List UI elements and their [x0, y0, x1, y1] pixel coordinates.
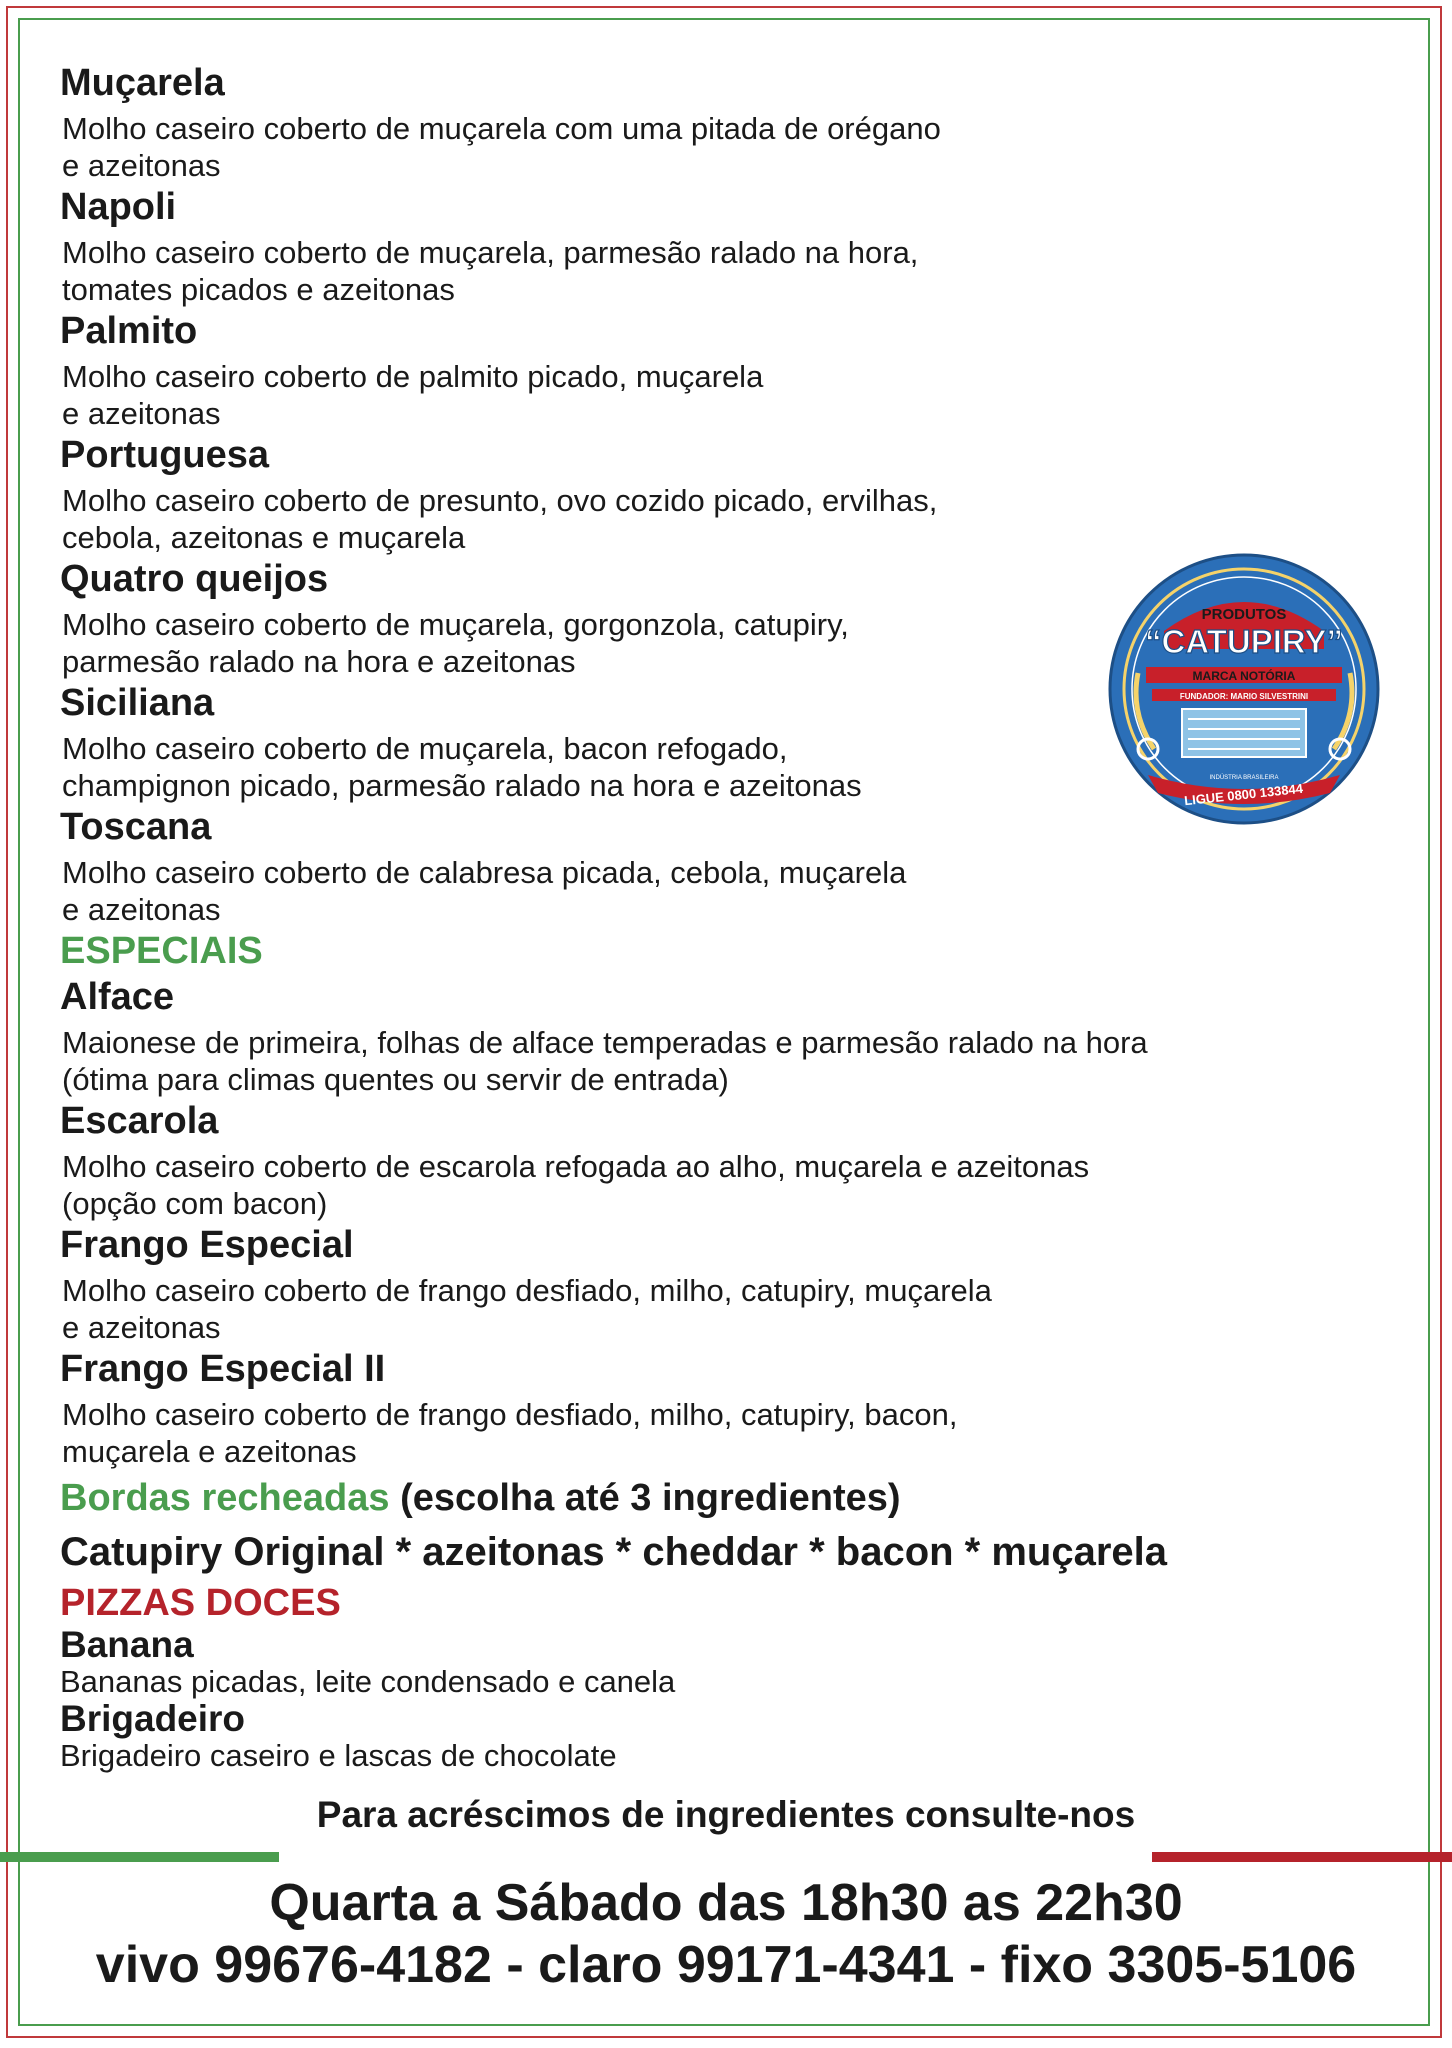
section-title-especiais: ESPECIAIS: [60, 930, 263, 972]
green-accent-bar: [0, 1852, 279, 1862]
menu-item-escarola: [60, 1098, 1400, 1222]
phone-numbers: vivo 99676-4182 - claro 99171-4341 - fixo 3305-5106: [95, 1936, 1357, 1994]
menu-item-desc: Molho caseiro coberto de palmito picado, muçarela e azeitonas: [62, 359, 764, 431]
menu-item-desc: Maionese de primeira, folhas de alface temperadas e parmesão ralado na hora (ótima para climas quentes ou servir de entrada): [62, 1025, 1148, 1097]
menu-item-portuguesa: [60, 432, 1400, 556]
section-title-bordas: Bordas recheadas: [60, 1477, 390, 1519]
menu-item-name: Alface: [60, 976, 175, 1018]
menu-content: [60, 60, 1400, 1774]
menu-item-alface: [60, 974, 1400, 1098]
menu-item-desc: Molho caseiro coberto de calabresa picada, cebola, muçarela e azeitonas: [62, 855, 907, 927]
menu-item-desc: Molho caseiro coberto de muçarela, bacon refogado, champignon picado, parmesão ralado na hora e azeitonas: [62, 731, 862, 803]
red-accent-bar: [1152, 1852, 1452, 1862]
menu-item-mucarela: [60, 60, 1400, 184]
menu-item-desc: Molho caseiro coberto de presunto, ovo cozido picado, ervilhas, cebola, azeitonas e muçarela: [62, 483, 938, 555]
bordas-options: Catupiry Original * azeitonas * cheddar * bacon * muçarela: [60, 1530, 1168, 1574]
menu-item-desc: Molho caseiro coberto de escarola refogada ao alho, muçarela e azeitonas (opção com bacon): [62, 1149, 1090, 1221]
menu-item-palmito: [60, 308, 1400, 432]
pizzas-doces-list: [60, 1626, 1400, 1774]
menu-item-frango-especial: [60, 1222, 1400, 1346]
menu-item-name: Banana: [60, 1624, 194, 1665]
menu-item-name: Napoli: [60, 186, 177, 228]
logo-phone-text: LIGUE 0800 133844: [1183, 780, 1304, 809]
menu-item-brigadeiro: [60, 1700, 1400, 1774]
menu-item-name: Muçarela: [60, 62, 225, 104]
logo-brand-text: “CATUPIRY”: [1145, 623, 1343, 660]
menu-item-desc: Molho caseiro coberto de frango desfiado, milho, catupiry, bacon, muçarela e azeitonas: [62, 1397, 958, 1469]
logo-founder-text: FUNDADOR: MARIO SILVESTRINI: [1179, 692, 1309, 701]
menu-item-napoli: [60, 184, 1400, 308]
bordas-heading: [60, 1474, 1400, 1522]
menu-item-name: Frango Especial: [60, 1224, 354, 1266]
menu-item-name: Siciliana: [60, 682, 215, 724]
logo-industry-text: INDÚSTRIA BRASILEIRA: [1209, 775, 1279, 781]
menu-item-frango-especial-ii: [60, 1346, 1400, 1470]
bordas-subtitle: (escolha até 3 ingredientes): [400, 1477, 901, 1519]
menu-item-name: Palmito: [60, 310, 198, 352]
section-title-pizzas-doces: PIZZAS DOCES: [60, 1582, 341, 1624]
ingredients-note: Para acréscimos de ingredientes consulte-nos: [316, 1794, 1136, 1835]
catupiry-logo: [1108, 553, 1380, 825]
menu-item-desc: Molho caseiro coberto de muçarela, gorgonzola, catupiry, parmesão ralado na hora e azeitonas: [62, 607, 849, 679]
opening-hours: Quarta a Sábado das 18h30 as 22h30: [269, 1874, 1183, 1932]
menu-item-desc: Brigadeiro caseiro e lascas de chocolate: [60, 1738, 617, 1773]
menu-item-banana: [60, 1626, 1400, 1700]
menu-item-desc: Bananas picadas, leite condensado e canela: [60, 1664, 676, 1699]
menu-item-desc: Molho caseiro coberto de frango desfiado, milho, catupiry, muçarela e azeitonas: [62, 1273, 992, 1345]
menu-item-name: Toscana: [60, 806, 212, 848]
menu-item-name: Brigadeiro: [60, 1698, 246, 1739]
menu-item-name: Portuguesa: [60, 434, 270, 476]
menu-item-name: Frango Especial II: [60, 1348, 386, 1390]
menu-item-name: Quatro queijos: [60, 558, 329, 600]
menu-item-desc: Molho caseiro coberto de muçarela com uma pitada de orégano e azeitonas: [62, 111, 941, 183]
logo-mark-text: MARCA NOTÓRIA: [1192, 669, 1296, 683]
menu-item-name: Escarola: [60, 1100, 219, 1142]
menu-item-desc: Molho caseiro coberto de muçarela, parmesão ralado na hora, tomates picados e azeitonas: [62, 235, 919, 307]
logo-top-text: PRODUTOS: [1201, 606, 1287, 623]
